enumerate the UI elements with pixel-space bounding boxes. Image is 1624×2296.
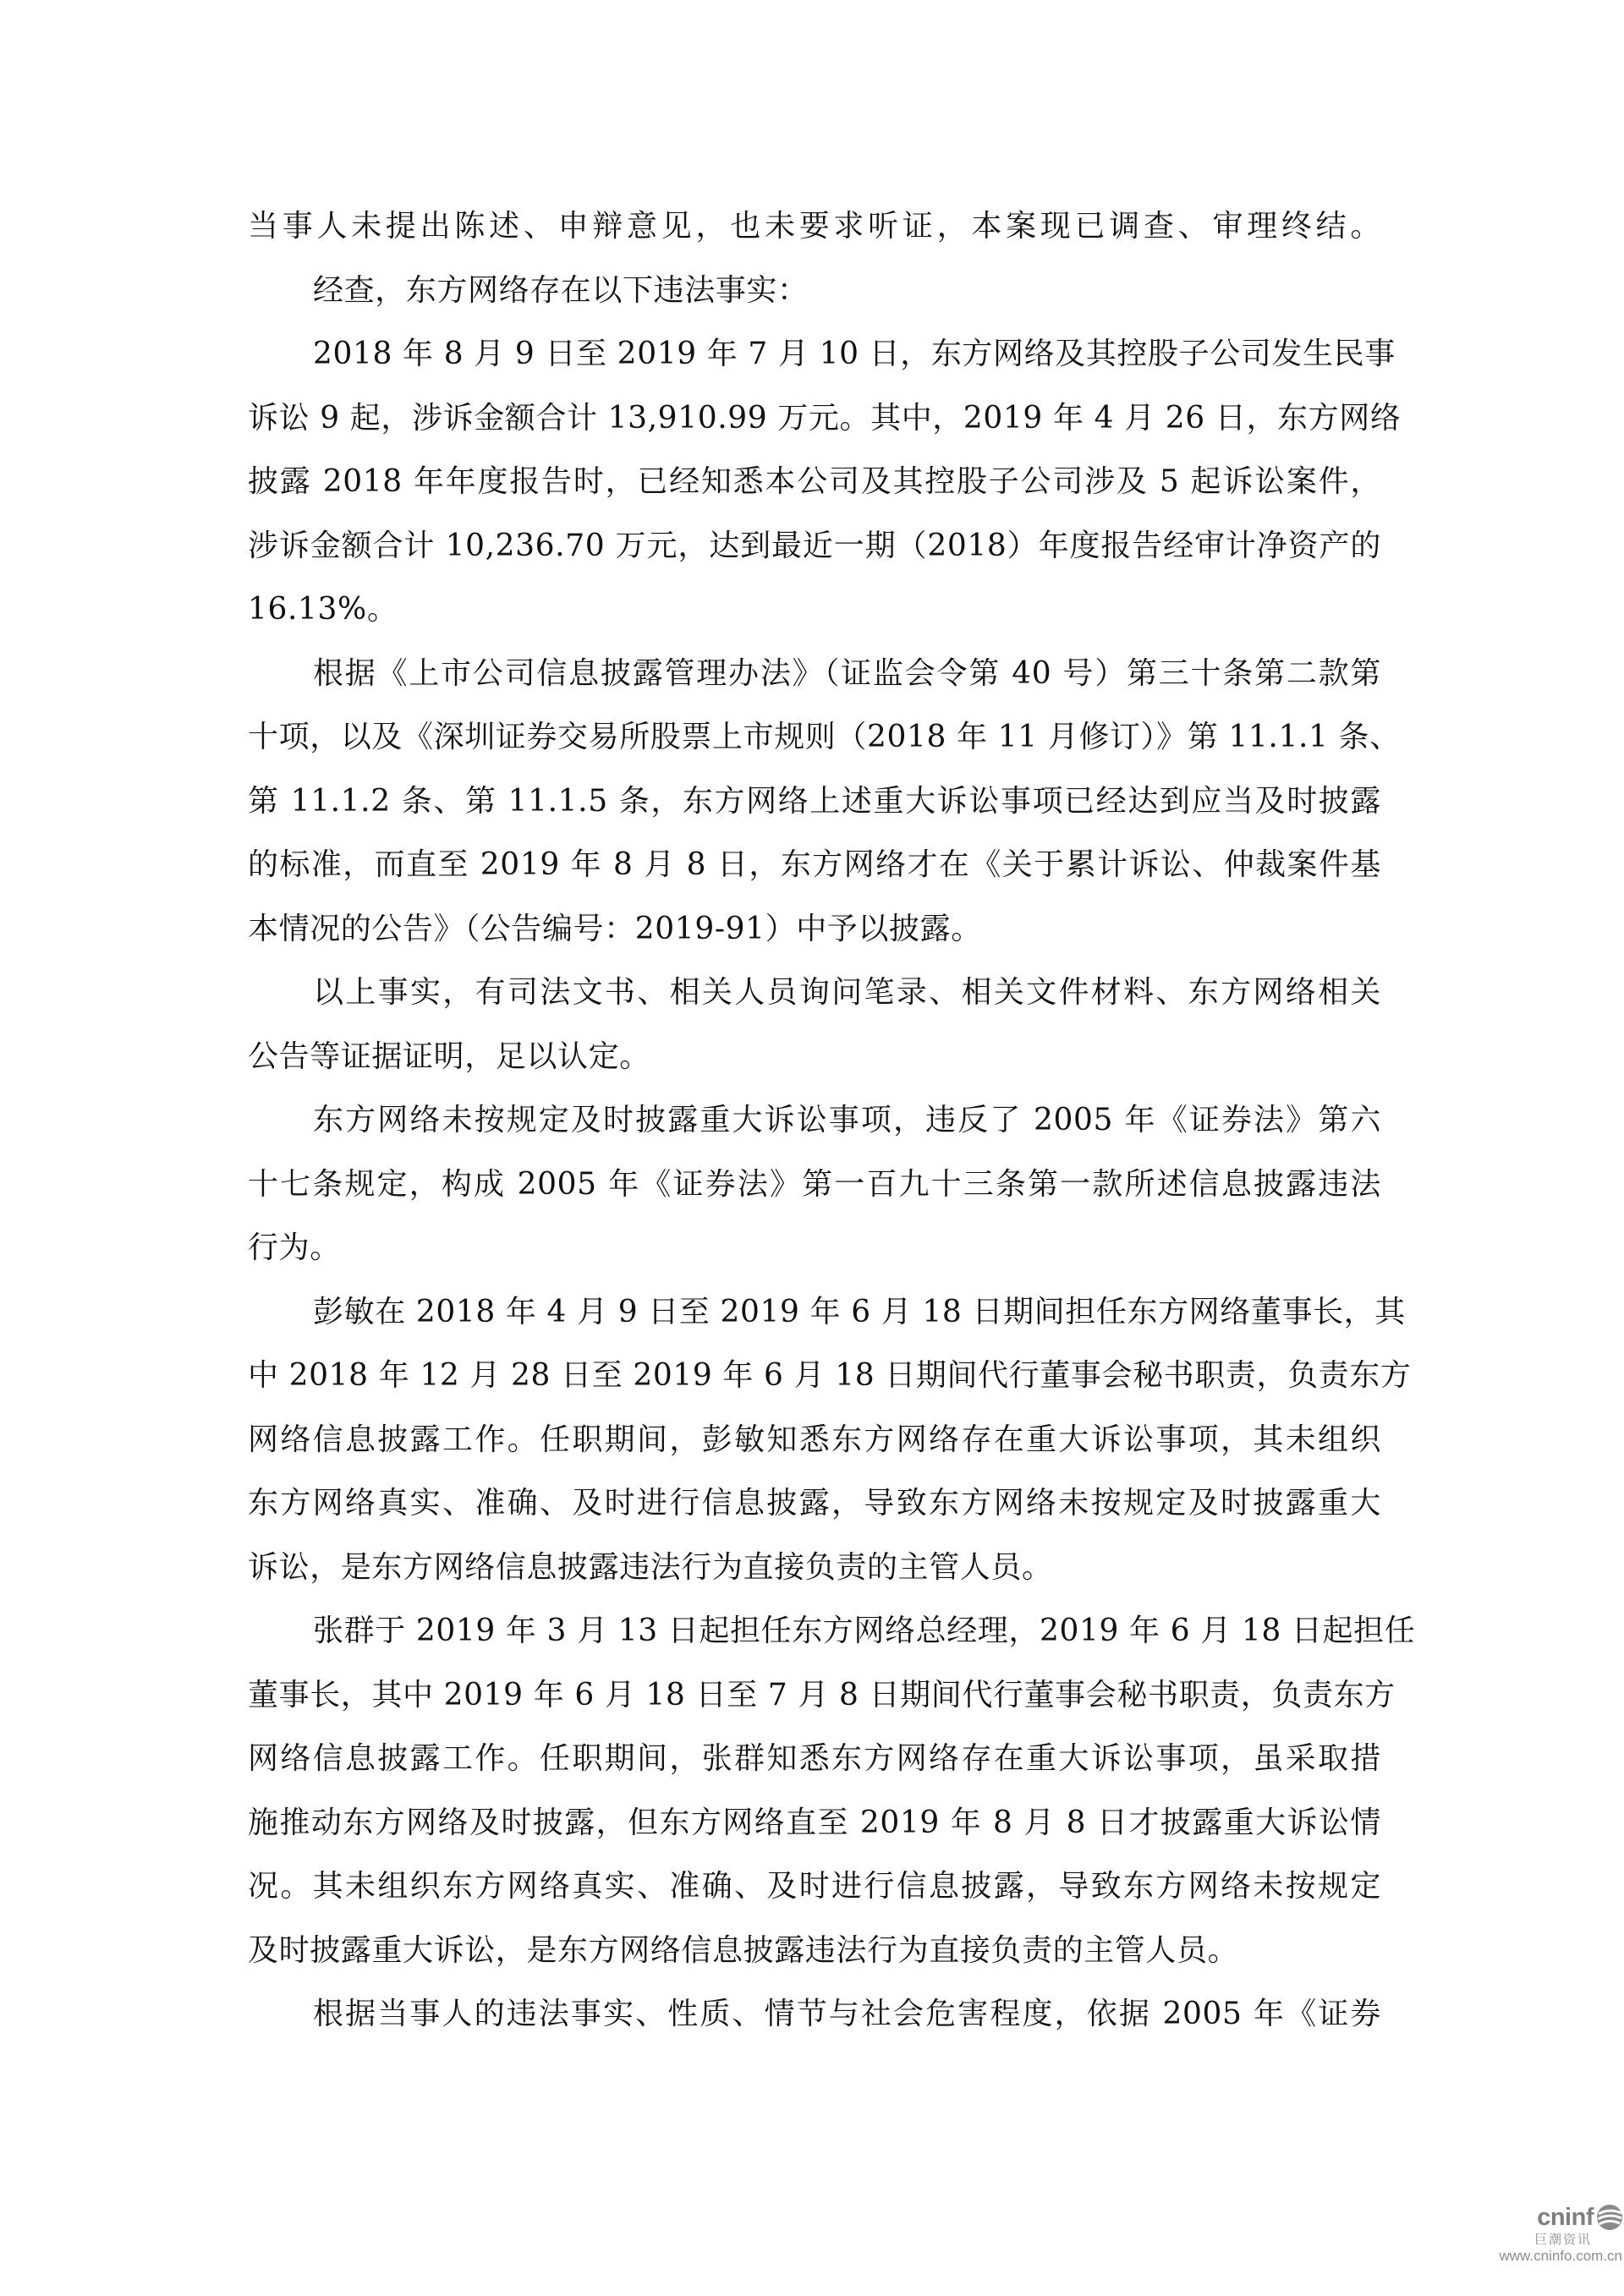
text-line: 根据《上市公司信息披露管理办法》（证监会令第 40 号）第三十条第二款第 xyxy=(313,655,1381,691)
text-line: 彭敏在 2018 年 4 月 9 日至 2019 年 6 月 18 日期间担任东方网络董事长，其 xyxy=(313,1294,1406,1329)
text-line: 况。其未组织东方网络真实、准确、及时进行信息披露，导致东方网络未按规定 xyxy=(248,1869,1381,1904)
text-line: 网络信息披露工作。任职期间，张群知悉东方网络存在重大诉讼事项，虽采取措 xyxy=(248,1741,1381,1776)
paragraph-evidence xyxy=(248,961,1381,1088)
paragraph-penalty-basis xyxy=(248,1982,1381,2047)
paragraph-zhang-qun xyxy=(248,1599,1416,1982)
watermark-chinese-name: 巨潮资讯 xyxy=(1533,2233,1592,2247)
text-line: 第 11.1.2 条、第 11.1.5 条，东方网络上述重大诉讼事项已经达到应当及时披露 xyxy=(248,783,1381,819)
text-line: 东方网络未按规定及时披露重大诉讼事项，违反了 2005 年《证券法》第六 xyxy=(313,1103,1381,1137)
text-line: 经查，东方网络存在以下违法事实： xyxy=(313,272,809,308)
paragraph-litigation-facts xyxy=(248,322,1402,642)
paragraph-closing-statement xyxy=(248,195,1381,259)
text-line: 根据当事人的违法事实、性质、情节与社会危害程度，依据 2005 年《证券 xyxy=(313,1997,1381,2031)
text-line: 涉诉金额合计 10,236.70 万元，达到最近一期（2018）年度报告经审计净资产的 xyxy=(248,528,1381,563)
text-line: 披露 2018 年年度报告时，已经知悉本公司及其控股子公司涉及 5 起诉讼案件， xyxy=(248,464,1381,499)
paragraph-legal-basis xyxy=(248,642,1401,962)
text-line: 十项，以及《深圳证券交易所股票上市规则（2018 年 11 月修订）》第 11.1.1 条、 xyxy=(248,720,1401,754)
text-line: 公告等证据证明，足以认定。 xyxy=(248,1038,650,1074)
text-line: 诉讼，是东方网络信息披露违法行为直接负责的主管人员。 xyxy=(248,1549,1053,1585)
text-line: 的标准，而直至 2019 年 8 月 8 日，东方网络才在《关于累计诉讼、仲裁案件基 xyxy=(248,847,1381,882)
text-line: 董事长，其中 2019 年 6 月 18 日至 7 月 8 日期间代行董事会秘书职责，负责东方 xyxy=(248,1677,1396,1712)
text-line: 16.13%。 xyxy=(248,592,398,627)
text-line: 行为。 xyxy=(248,1230,341,1265)
text-line: 施推动东方网络及时披露，但东方网络直至 2019 年 8 月 8 日才披露重大诉讼情 xyxy=(248,1805,1381,1840)
text-line: 当事人未提出陈述、申辩意见，也未要求听证，本案现已调查、审理终结。 xyxy=(248,209,1381,244)
text-line: 中 2018 年 12 月 28 日至 2019 年 6 月 18 日期间代行董事会秘书职责，负责东方 xyxy=(248,1358,1412,1393)
paragraph-findings-intro xyxy=(248,259,1381,323)
cninfo-watermark xyxy=(1459,2202,1624,2270)
watermark-url: www.cninfo.com.cn xyxy=(1499,2248,1622,2264)
document-body xyxy=(248,195,1416,2047)
text-line: 诉讼 9 起，涉诉金额合计 13,910.99 万元。其中，2019 年 4 月 26 日，东方网络 xyxy=(248,400,1402,436)
watermark-brand: cninf xyxy=(1537,2204,1594,2231)
cninfo-swirl-logo-icon xyxy=(1595,2203,1624,2232)
text-line: 2018 年 8 月 9 日至 2019 年 7 月 10 日，东方网络及其控股子公司发生民事 xyxy=(313,337,1396,371)
text-line: 东方网络真实、准确、及时进行信息披露，导致东方网络未按规定及时披露重大 xyxy=(248,1486,1381,1521)
text-line: 十七条规定，构成 2005 年《证券法》第一百九十三条第一款所述信息披露违法 xyxy=(248,1166,1381,1202)
text-line: 张群于 2019 年 3 月 13 日起担任东方网络总经理，2019 年 6 月 18 日起担任 xyxy=(313,1614,1416,1648)
text-line: 以上事实，有司法文书、相关人员询问笔录、相关文件材料、东方网络相关 xyxy=(313,975,1381,1010)
paragraph-peng-min xyxy=(248,1280,1412,1600)
text-line: 本情况的公告》（公告编号：2019-91）中予以披露。 xyxy=(248,911,982,946)
paragraph-violation xyxy=(248,1088,1381,1280)
text-line: 网络信息披露工作。任职期间，彭敏知悉东方网络存在重大诉讼事项，其未组织 xyxy=(248,1422,1381,1457)
text-line: 及时披露重大诉讼，是东方网络信息披露违法行为直接负责的主管人员。 xyxy=(248,1932,1239,1968)
